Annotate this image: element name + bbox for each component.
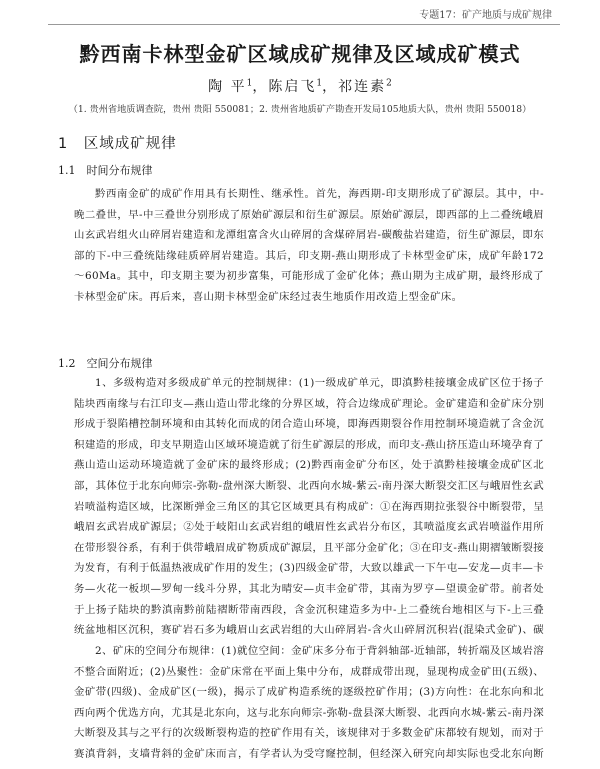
author-list [0, 76, 600, 96]
subsection-heading: 1.1 时间分布规律 [58, 164, 153, 177]
body-paragraph: 1、多级构造对多级成矿单元的控制规律：(1)一级成矿单元，即滇黔桂接壤金成矿区位于扬子陆块西南缘与右江印支—燕山造山带北缘的分界区域，符合边缘成矿理论。金矿建造和金矿床分别形成于裂陷槽控制环境和由其转化而成的闭合造山环境，即海西期裂谷作用控制环境造就了含金沉积建造的形成，印支早期造山区域环境造就了衍生矿源层的形成，而印支-燕山挤压造山环境孕育了燕山造山运动环境造就了金矿床的最终形成；(2)黔西南金矿分布区，处于滇黔桂接壤金成矿区北部，其体位于北东向师宗-弥勒-盘州深大断裂、北西向水城-紫云-南丹深大断裂交汇区与峨眉性玄武岩喷溢构造区域，比深断弹金三角区的其它区域更具有构成矿：①在海西期拉张裂谷中断裂带，呈峨眉玄武岩成矿源层；②处于岐阳山玄武岩组的峨眉性玄武岩分布区，其喷溢度玄武岩喷溢作用所在带形裂谷系，有利于供带峨眉成矿物质成矿源层，且平部分金矿化；③在印支-燕山期褶皱断裂接为发育，有利于低温热液成矿作用的发生；(3)四级金矿带，大致以雄武一下午屯—安龙—贞丰—卡务—火花一板坝—罗甸一线斗分界，其北为晴安—贞丰金矿带，其南为罗亨—望谟金矿带。前者处于上扬子陆块的黔滇南黔前陆褶断带南西段，含金沉积建造多为中-上二叠统台地相区与下-上三叠统盆地相区沉积，赛矿岩石多为峨眉山玄武岩组的大山碎屑岩-含火山碎屑沉积岩(混染式金矿)、碳 [74, 377, 544, 637]
author-name: 陶 平 [208, 79, 247, 95]
author-affiliation-mark: 1 [246, 78, 253, 89]
author-separator: ， [252, 79, 269, 95]
affiliation-line: （1. 贵州省地质调查院，贵州 贵阳 550081；2. 贵州省地质矿产勘查开发局105地质大队，贵州 贵阳 550018） [68, 104, 532, 115]
paper-title: 黔西南卡林型金矿区域成矿规律及区域成矿模式 [79, 42, 521, 66]
body-paragraph: 2、矿床的空间分布规律：(1)就位空间：金矿床多分布于背斜轴部-近轴部，转折端及区域岩溶不整合面附近；(2)丛聚性：金矿床常在平面上集中分布，成群成带出现，显现构成金矿田(五级)、金矿带(四级)、金成矿区(一级)，揭示了成矿构造系统的逐级控矿作用；(3)方向性：在北东向和北西向两个优选方向，尤其是北东向，这与北东向师宗-弥勒-盘县深大断裂、北西向水城-紫云-南丹深大断裂及其与之平行的次级断裂构造的控矿作用有关，该规律对于多数金矿床都较有规划，而对于赛滇背斜，支墙背斜的金矿床而言，有学者认为受穹窿控制，但经深入研究向却实际也受北东向断 [74, 645, 544, 760]
section-heading: 1 区域成矿规律 [58, 136, 177, 152]
running-head: 专题17：矿产地质与成矿规律 [419, 10, 552, 21]
author-affiliation-mark: 1 [316, 78, 323, 89]
author-affiliation-mark: 2 [386, 78, 392, 89]
header-rule [48, 24, 560, 25]
subsection-heading: 1.2 空间分布规律 [58, 357, 153, 370]
author-separator: ， [322, 79, 339, 95]
author-name: 陈启飞 [268, 79, 317, 95]
body-paragraph: 黔西南金矿的成矿作用具有长期性、继承性。首先，海西期-印支期形成了矿源层。其中，中-晚二叠世，早-中三叠世分别形成了原始矿源层和衍生矿源层。原始矿源层，即西部的上二叠统峨眉山玄武岩组火山碎屑岩建造和龙潭组富含火山碎屑的含煤碎屑岩-碳酸盐岩建造，衍生矿源层，即东部的下-中三叠统陆缘硅质碎屑岩建造。其后，印支期-燕山期形成了卡林型金矿床，成矿年龄172～60Ma。其中，印支期主要为初步富集，可能形成了金矿化体；燕山期为主成矿期，最终形成了卡林型金矿床。再后来，喜山期卡林型金矿床经过表生地质作用改造上型金矿床。 [74, 188, 544, 303]
author-name: 祁连素 [338, 79, 387, 95]
